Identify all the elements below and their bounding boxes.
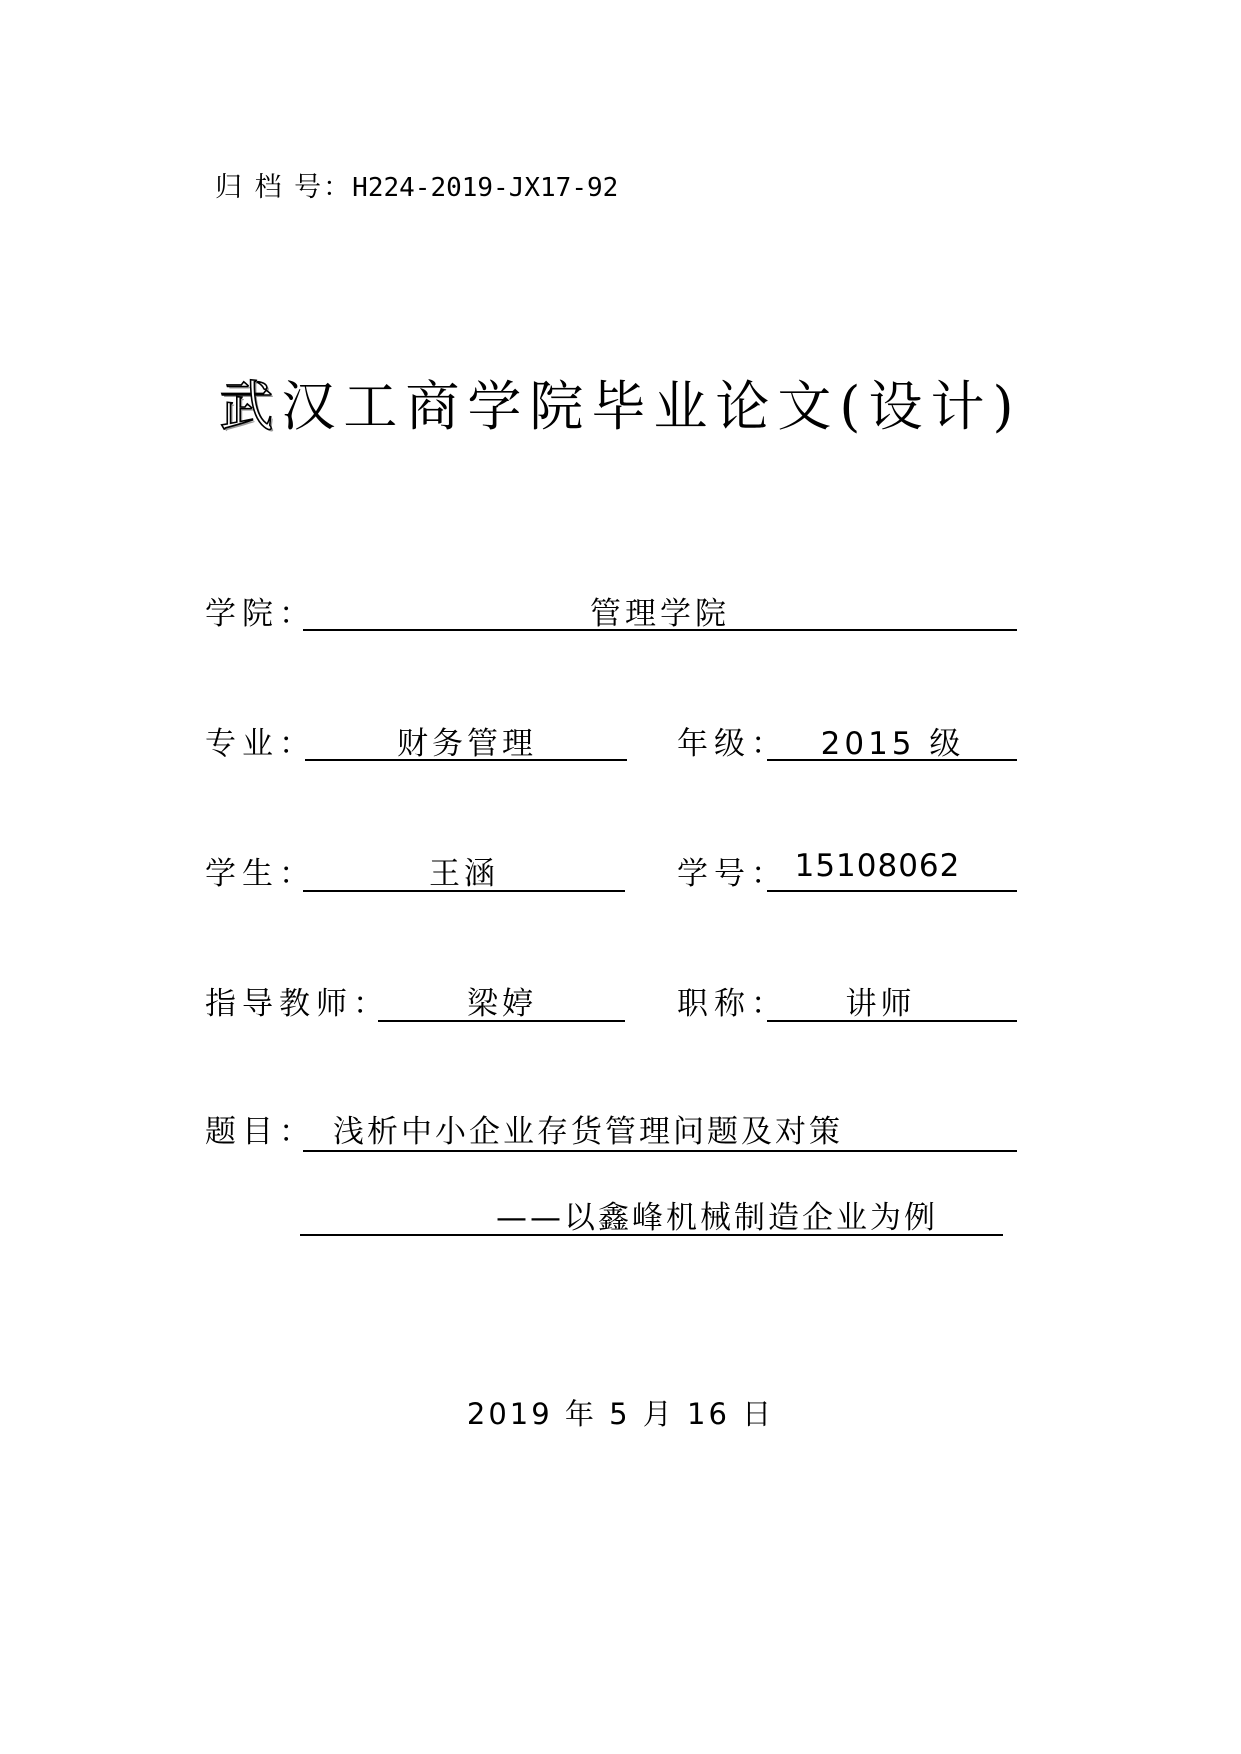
student-label: 学生： (205, 856, 316, 892)
title-rest: 汉工商学院毕业论文(设计) (281, 375, 1022, 438)
advisor-title-underline (767, 1020, 1017, 1022)
topic-line1: 浅析中小企业存货管理问题及对策 (333, 1114, 843, 1150)
grade-underline (767, 759, 1017, 761)
archive-number (215, 165, 618, 204)
advisor-value: 梁婷 (467, 986, 537, 1022)
college-underline (303, 629, 1017, 631)
grade-value: 2015 级 (820, 726, 965, 762)
college-label: 学院： (205, 596, 316, 632)
advisor-underline (378, 1020, 625, 1022)
archive-number-value: H224-2019-JX17-92 (352, 173, 619, 203)
student-value: 王涵 (429, 856, 499, 892)
topic-label: 题目： (205, 1114, 316, 1150)
document-title (0, 364, 1241, 441)
advisor-label: 指导教师： (205, 986, 390, 1022)
student-id-value: 15108062 (794, 848, 961, 884)
student-underline (303, 890, 625, 892)
topic-underline-2 (300, 1234, 1003, 1236)
topic-underline-1 (303, 1150, 1017, 1152)
college-value: 管理学院 (590, 596, 730, 632)
topic-line2: ——以鑫峰机械制造企业为例 (496, 1200, 938, 1236)
major-value: 财务管理 (397, 726, 537, 762)
advisor-title-value: 讲师 (845, 986, 916, 1022)
major-label: 专业： (205, 726, 316, 762)
major-underline (305, 759, 627, 761)
advisor-title-label: 职称： (677, 986, 788, 1022)
student-id-underline (767, 890, 1017, 892)
archive-number-label: 归 档 号： (215, 172, 353, 203)
submission-date: 2019 年 5 月 16 日 (466, 1397, 775, 1431)
grade-label: 年级： (677, 726, 788, 762)
title-first-char: 武 (219, 375, 282, 438)
student-id-label: 学号： (677, 856, 788, 892)
